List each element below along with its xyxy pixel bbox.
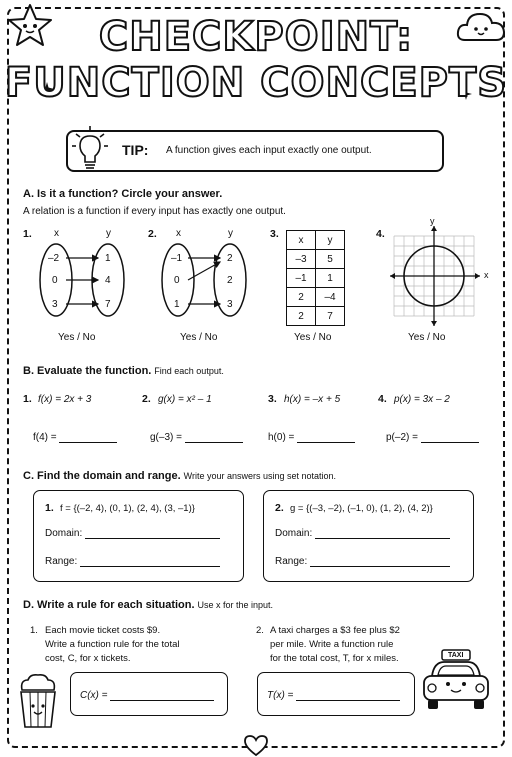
table-cell: 5 [316, 250, 345, 269]
b2-number: 2. [142, 393, 151, 405]
b4-answer-row [386, 432, 479, 443]
c1-range-blank[interactable] [80, 566, 220, 567]
table-header: y [316, 231, 345, 250]
d2-line: per mile. Write a function rule [270, 639, 394, 650]
b1-rule: f(x) = 2x + 3 [38, 394, 92, 405]
a2-output: 2 [227, 275, 233, 286]
a3-xy-table [286, 230, 345, 326]
section-b-note: Find each output. [154, 366, 224, 376]
c1-domain-row [45, 528, 220, 539]
popcorn-icon [16, 672, 60, 730]
a2-answer-choices[interactable]: Yes / No [180, 332, 218, 343]
section-a-note: A relation is a function if every input has exactly one output. [23, 206, 286, 217]
b4-answer-blank[interactable] [421, 442, 479, 443]
d1-answer-row [80, 690, 214, 701]
lightbulb-icon [72, 124, 108, 176]
tip-label: TIP: [122, 142, 149, 158]
c2-domain-row [275, 528, 450, 539]
a2-output: 2 [227, 253, 233, 264]
a4-x-axis-label: x [484, 270, 489, 280]
d2-line: for the total cost, T, for x miles. [270, 653, 399, 664]
title-line-2: FUNCTION CONCEPTS [4, 60, 508, 106]
a1-x-label: x [54, 228, 59, 239]
d2-line: A taxi charges a $3 fee plus $2 [270, 625, 400, 636]
table-cell: 2 [287, 288, 316, 307]
b3-rule: h(x) = –x + 5 [284, 394, 341, 405]
d1-answer-blank[interactable] [110, 700, 214, 701]
a1-output: 7 [105, 299, 111, 310]
a1-input: 0 [52, 275, 58, 286]
d2-answer-row [267, 690, 400, 701]
b1-number: 1. [23, 393, 32, 405]
a1-output: 1 [105, 253, 111, 264]
section-b-title: B. Evaluate the function. [23, 365, 152, 377]
c2-range-label: Range: [275, 556, 308, 567]
b2-answer-blank[interactable] [185, 442, 243, 443]
b2-answer-row [150, 432, 243, 443]
c1-range-row [45, 556, 220, 567]
a4-y-axis-label: y [430, 216, 435, 226]
c2-range-row [275, 556, 450, 567]
b1-answer-blank[interactable] [59, 442, 117, 443]
a2-input: 0 [174, 275, 180, 286]
section-c-heading [23, 470, 336, 482]
b2-rule: g(x) = x² – 1 [158, 394, 212, 405]
taxi-sign: TAXI [448, 652, 464, 659]
section-a-heading [23, 188, 222, 200]
c2-domain-blank[interactable] [315, 538, 450, 539]
d1-line: Write a function rule for the total [45, 639, 180, 650]
title-line-1: CHECKPOINT: [98, 14, 414, 60]
b1-answer-row [33, 432, 117, 443]
table-cell: 7 [316, 307, 345, 326]
d1-line: Each movie ticket costs $9. [45, 625, 161, 636]
c2-range-blank[interactable] [310, 566, 450, 567]
section-c-title: C. Find the domain and range. [23, 470, 181, 482]
c1-domain-label: Domain: [45, 528, 83, 539]
b3-answer-blank[interactable] [297, 442, 355, 443]
c1-range-label: Range: [45, 556, 78, 567]
a2-y-label: y [228, 228, 233, 239]
table-cell: –4 [316, 288, 345, 307]
a3-number: 3. [270, 228, 279, 240]
b4-number: 4. [378, 393, 387, 405]
c1-domain-blank[interactable] [85, 538, 220, 539]
heart-icon [243, 735, 269, 757]
a3-answer-choices[interactable]: Yes / No [294, 332, 332, 343]
a2-number: 2. [148, 228, 157, 240]
tip-text: A function gives each input exactly one output. [166, 145, 372, 156]
section-c-note: Write your answers using set notation. [183, 471, 337, 481]
section-d-heading [23, 599, 273, 611]
a1-y-label: y [106, 228, 111, 239]
section-a-title: A. Is it a function? Circle your answer. [23, 188, 223, 200]
section-d-note: Use x for the input. [197, 600, 274, 610]
a4-answer-choices[interactable]: Yes / No [408, 332, 446, 343]
b2-prompt: g(–3) = [150, 432, 182, 443]
d1-line: cost, C, for x tickets. [45, 653, 131, 664]
d1-number: 1. [30, 625, 38, 636]
b4-rule: p(x) = 3x – 2 [394, 394, 450, 405]
d1-prompt: C(x) = [80, 690, 108, 701]
a1-input: 3 [52, 299, 58, 310]
a2-x-label: x [176, 228, 181, 239]
c2-set: g = {(–3, –2), (–1, 0), (1, 2), (4, 2)} [290, 503, 433, 514]
d2-number: 2. [256, 625, 264, 636]
a4-number: 4. [376, 228, 385, 240]
a2-output: 3 [227, 299, 233, 310]
a1-number: 1. [23, 228, 32, 240]
a1-answer-choices[interactable]: Yes / No [58, 332, 96, 343]
b3-answer-row [268, 432, 355, 443]
d2-prompt: T(x) = [267, 690, 294, 701]
section-b-heading [23, 365, 224, 377]
table-cell: –3 [287, 250, 316, 269]
b1-prompt: f(4) = [33, 432, 57, 443]
c1-number: 1. [45, 502, 54, 514]
page-border [7, 7, 505, 748]
b3-number: 3. [268, 393, 277, 405]
c1-set: f = {(–2, 4), (0, 1), (2, 4), (3, –1)} [60, 503, 195, 514]
table-cell: 1 [316, 269, 345, 288]
a1-input: –2 [48, 253, 60, 264]
d2-answer-blank[interactable] [296, 700, 400, 701]
b4-prompt: p(–2) = [386, 432, 418, 443]
a2-input: 1 [174, 299, 180, 310]
section-d-title: D. Write a rule for each situation. [23, 599, 195, 611]
table-header: x [287, 231, 316, 250]
a4-circle-graph [390, 218, 490, 330]
c2-number: 2. [275, 502, 284, 514]
a1-output: 4 [105, 275, 111, 286]
b3-prompt: h(0) = [268, 432, 295, 443]
c2-domain-label: Domain: [275, 528, 313, 539]
table-cell: 2 [287, 307, 316, 326]
a2-input: –1 [171, 253, 183, 264]
table-cell: –1 [287, 269, 316, 288]
